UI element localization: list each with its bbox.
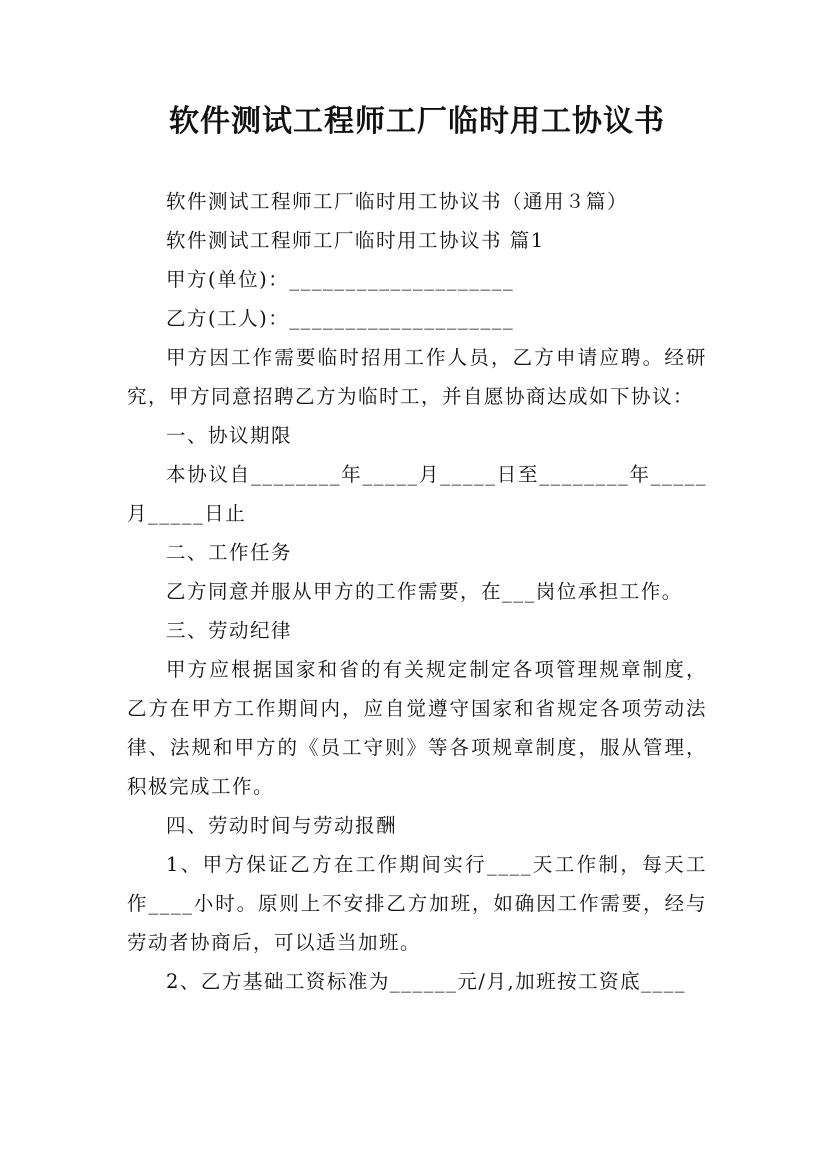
clause-heading-task: 二、工作任务	[166, 541, 293, 564]
section-heading: 软件测试工程师工厂临时用工协议书 篇1	[166, 229, 545, 252]
task-paragraph: 乙方同意并服从甲方的工作需要，在___岗位承担工作。	[166, 580, 683, 603]
clause-heading-discipline: 三、劳动纪律	[166, 619, 293, 642]
clause-heading-term: 一、协议期限	[166, 424, 293, 447]
hours-paragraph: 1、甲方保证乙方在工作期间实行____天工作制，每天工作____小时。原则上不安排乙方加班，如确因工作需要，经与劳动者协商后，可以适当加班。	[127, 853, 707, 954]
clause-heading-hours-pay: 四、劳动时间与劳动报酬	[166, 814, 398, 837]
intro-paragraph: 甲方因工作需要临时招用工作人员，乙方申请应聘。经研究，甲方同意招聘乙方为临时工，并自愿协商达成如下协议：	[127, 346, 707, 408]
party-a-line: 甲方(单位)：____________________	[166, 268, 515, 291]
term-paragraph: 本协议自________年_____月_____日至________年_____月_____日止	[127, 463, 707, 525]
subtitle: 软件测试工程师工厂临时用工协议书（通用３篇）	[166, 190, 629, 213]
pay-paragraph: 2、乙方基础工资标准为______元/月,加班按工资底____	[166, 970, 687, 993]
party-b-line: 乙方(工人)：____________________	[166, 307, 515, 330]
discipline-paragraph: 甲方应根据国家和省的有关规定制定各项管理规章制度，乙方在甲方工作期间内，应自觉遵守国家和省规定各项劳动法律、法规和甲方的《员工守则》等各项规章制度，服从管理，积极完成工作。	[127, 658, 707, 798]
document-title: 软件测试工程师工厂临时用工协议书	[169, 104, 665, 139]
